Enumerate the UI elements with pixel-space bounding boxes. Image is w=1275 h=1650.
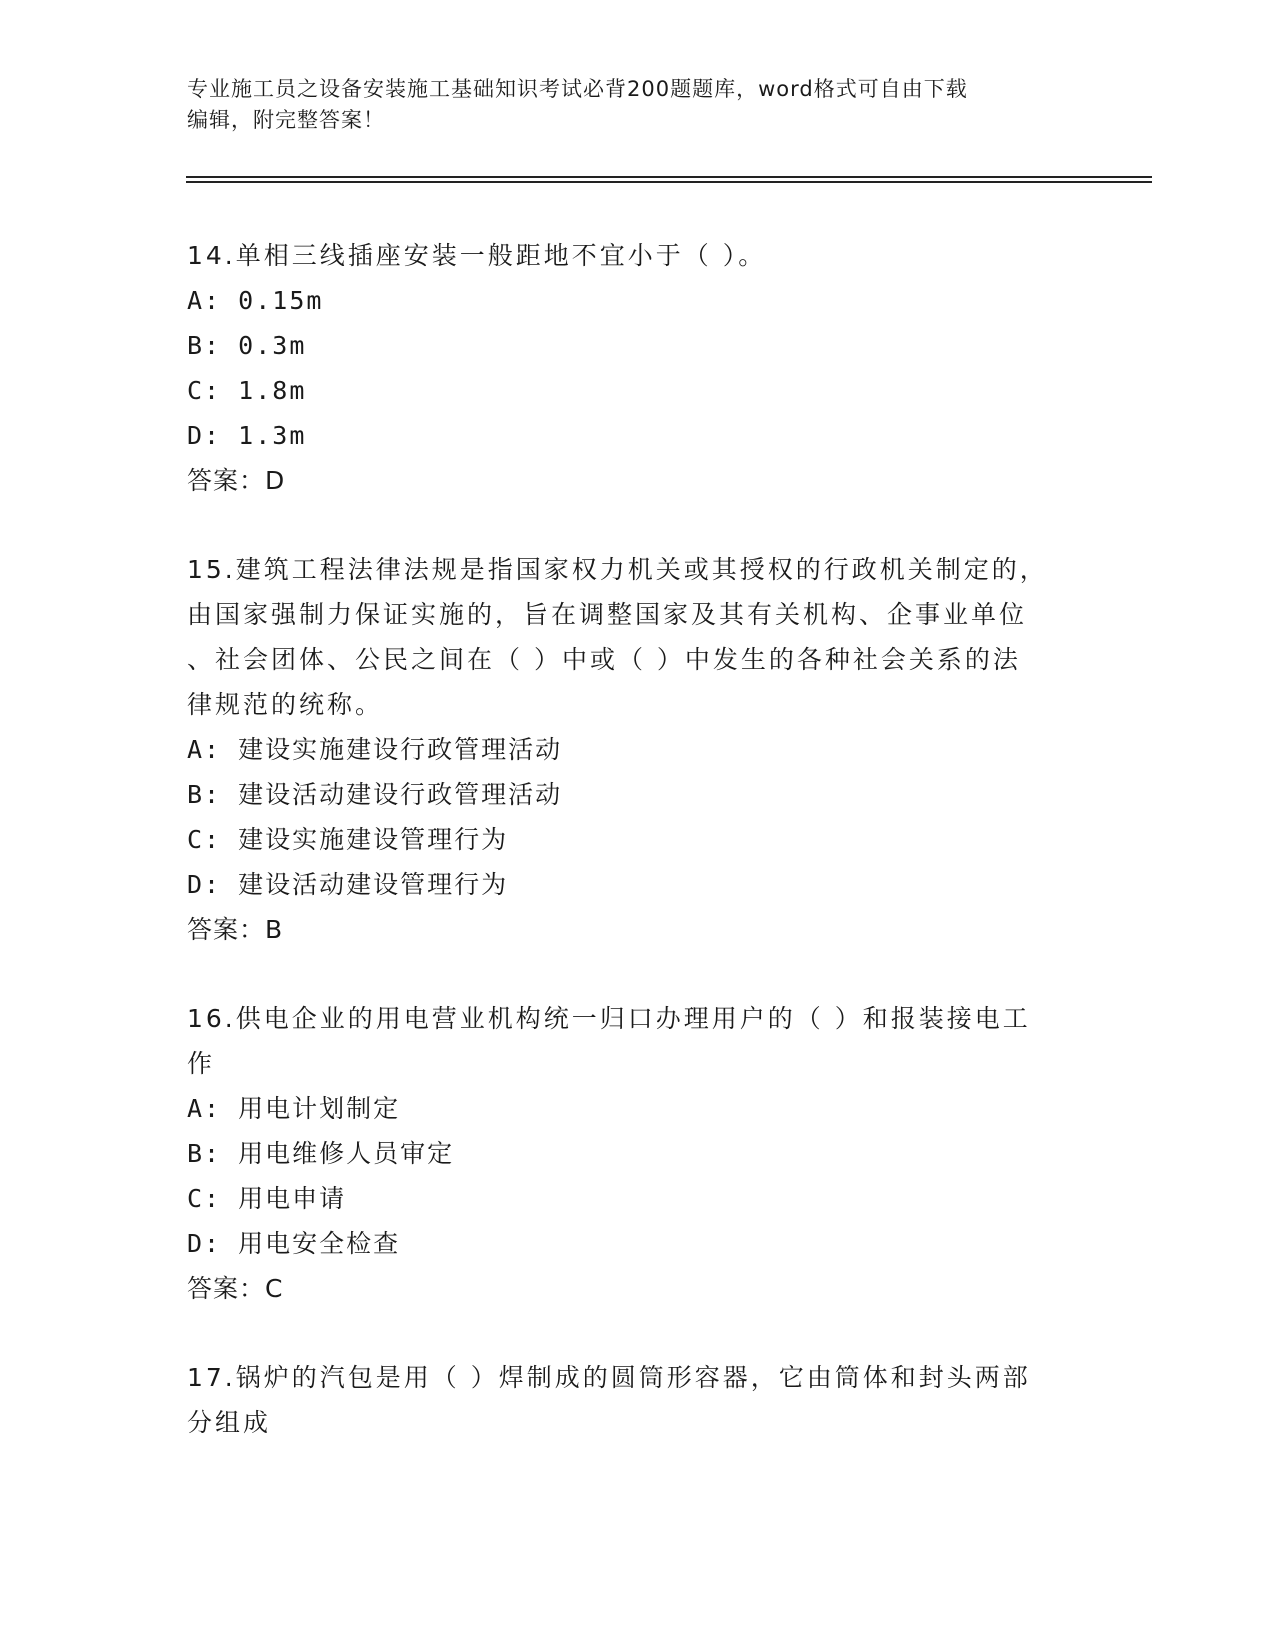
option-text: 建设活动建设管理行为 bbox=[238, 870, 509, 899]
question-list bbox=[187, 233, 1077, 1489]
answer-key: 答案：C bbox=[187, 1274, 284, 1303]
option-key: B: bbox=[187, 780, 222, 809]
option-text: 建设活动建设行政管理活动 bbox=[238, 780, 563, 809]
question-block bbox=[187, 547, 1077, 952]
question-stem-line: 作 bbox=[187, 1049, 216, 1078]
header-divider-bottom bbox=[186, 181, 1152, 183]
answer-key: 答案：B bbox=[187, 915, 284, 944]
option-text: 0.15m bbox=[238, 286, 324, 315]
question-stem-line: 、社会团体、公民之间在（ ）中或（ ）中发生的各种社会关系的法 bbox=[187, 645, 1021, 674]
option-key: A: bbox=[187, 1094, 222, 1123]
answer-option bbox=[187, 278, 1077, 323]
question-block bbox=[187, 1355, 1077, 1445]
option-text: 1.3m bbox=[238, 421, 307, 450]
answer-option bbox=[187, 772, 1077, 817]
document-header bbox=[187, 74, 1087, 136]
option-key: B: bbox=[187, 331, 222, 360]
option-text: 用电维修人员审定 bbox=[238, 1139, 455, 1168]
question-stem-line: 分组成 bbox=[187, 1408, 272, 1437]
answer-option bbox=[187, 323, 1077, 368]
option-key: A: bbox=[187, 735, 222, 764]
option-key: D: bbox=[187, 1229, 222, 1258]
option-key: D: bbox=[187, 421, 222, 450]
question-stem-line: 律规范的统称。 bbox=[187, 690, 384, 719]
option-text: 0.3m bbox=[238, 331, 307, 360]
option-text: 用电安全检查 bbox=[238, 1229, 401, 1258]
question-block bbox=[187, 996, 1077, 1311]
question-stem-line: 15.建筑工程法律法规是指国家权力机关或其授权的行政机关制定的， bbox=[187, 555, 1048, 584]
answer-option bbox=[187, 727, 1077, 772]
option-text: 用电计划制定 bbox=[238, 1094, 401, 1123]
answer-option bbox=[187, 1221, 1077, 1266]
answer-option bbox=[187, 817, 1077, 862]
answer-option bbox=[187, 862, 1077, 907]
answer-option bbox=[187, 1176, 1077, 1221]
answer-option bbox=[187, 368, 1077, 413]
question-stem-line: 16.供电企业的用电营业机构统一归口办理用户的（ ）和报装接电工 bbox=[187, 1004, 1031, 1033]
option-text: 1.8m bbox=[238, 376, 307, 405]
option-text: 用电申请 bbox=[238, 1184, 347, 1213]
question-stem-line: 由国家强制力保证实施的，旨在调整国家及其有关机构、企事业单位 bbox=[187, 600, 1028, 629]
option-key: C: bbox=[187, 376, 222, 405]
option-key: D: bbox=[187, 870, 222, 899]
option-key: C: bbox=[187, 1184, 222, 1213]
header-line-1: 专业施工员之设备安装施工基础知识考试必背200题题库，word格式可自由下载 bbox=[187, 77, 968, 101]
question-block bbox=[187, 233, 1077, 503]
answer-option bbox=[187, 1086, 1077, 1131]
option-key: C: bbox=[187, 825, 222, 854]
header-divider-top bbox=[186, 176, 1152, 178]
answer-option bbox=[187, 1131, 1077, 1176]
header-line-2: 编辑，附完整答案！ bbox=[187, 108, 385, 132]
answer-key: 答案：D bbox=[187, 466, 286, 495]
option-text: 建设实施建设行政管理活动 bbox=[238, 735, 563, 764]
option-text: 建设实施建设管理行为 bbox=[238, 825, 509, 854]
answer-option bbox=[187, 413, 1077, 458]
option-key: A: bbox=[187, 286, 222, 315]
option-key: B: bbox=[187, 1139, 222, 1168]
question-stem-line: 17.锅炉的汽包是用（ ）焊制成的圆筒形容器，它由筒体和封头两部 bbox=[187, 1363, 1031, 1392]
question-stem-line: 14.单相三线插座安装一般距地不宜小于（ ）。 bbox=[187, 241, 767, 270]
